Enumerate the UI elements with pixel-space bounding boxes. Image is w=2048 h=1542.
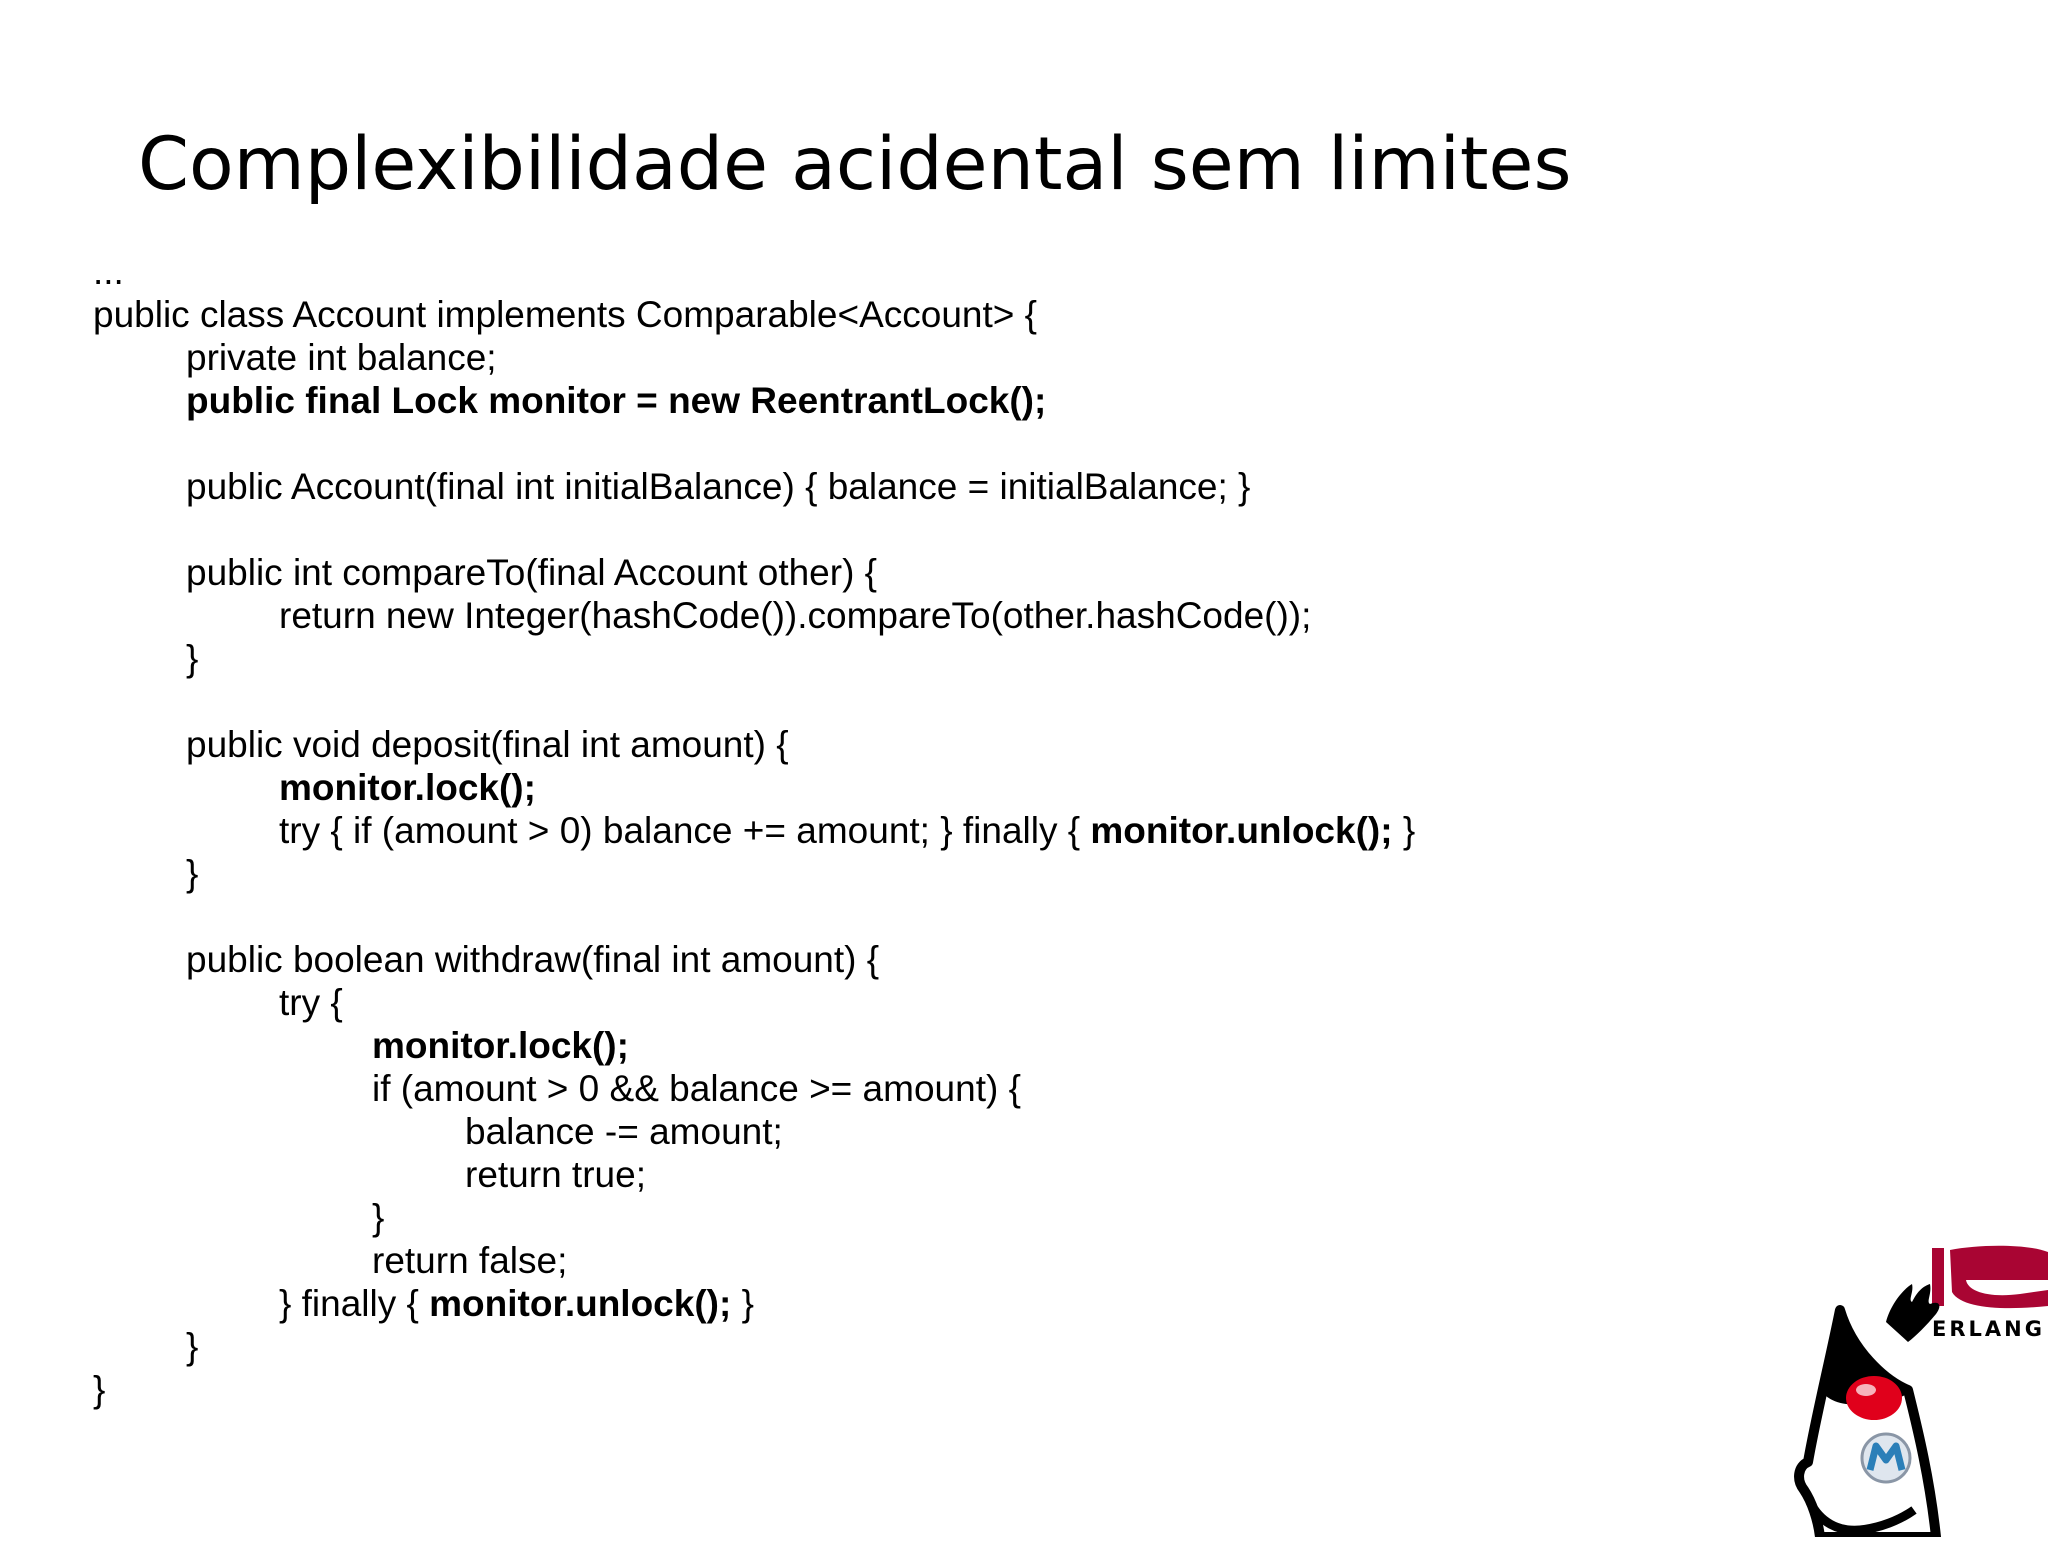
code-line — [93, 637, 1415, 680]
code-line — [93, 250, 1415, 293]
code-blank-line — [93, 680, 1415, 723]
code-text: balance -= amount; — [465, 1111, 783, 1152]
code-text: } — [186, 1326, 199, 1367]
code-line — [93, 336, 1415, 379]
code-line — [93, 379, 1415, 422]
code-emphasis: monitor.lock(); — [279, 767, 536, 808]
code-line — [93, 594, 1415, 637]
code-text: public boolean withdraw(final int amount) { — [186, 939, 880, 980]
code-line — [93, 465, 1415, 508]
code-blank-line — [93, 422, 1415, 465]
code-line — [93, 551, 1415, 594]
code-line — [93, 723, 1415, 766]
code-line — [93, 1153, 1415, 1196]
code-text: } — [186, 638, 199, 679]
code-line — [93, 938, 1415, 981]
erlang-wordmark: ERLANG — [1932, 1317, 2045, 1341]
code-text: } — [93, 1369, 106, 1410]
slide-title: Complexibilidade acidental sem limites — [138, 122, 1572, 207]
duke-nose — [1846, 1376, 1902, 1420]
code-text: } — [372, 1197, 385, 1238]
code-block — [93, 250, 1415, 1411]
code-text: } — [186, 853, 199, 894]
code-text: private int balance; — [186, 337, 497, 378]
code-line — [93, 852, 1415, 895]
code-line — [93, 809, 1415, 852]
code-line — [93, 1325, 1415, 1368]
code-line — [93, 766, 1415, 809]
code-text: public class Account implements Comparable<Account> { — [93, 294, 1038, 335]
code-line — [93, 1110, 1415, 1153]
code-text: return true; — [465, 1154, 646, 1195]
code-line — [93, 1368, 1415, 1411]
code-line — [93, 1196, 1415, 1239]
duke-mascot-icon — [1799, 1284, 1939, 1537]
code-text: if (amount > 0 && balance >= amount) { — [372, 1068, 1021, 1109]
code-text: } finally { — [279, 1283, 430, 1324]
code-text: public int compareTo(final Account other) { — [186, 552, 878, 593]
code-emphasis: monitor.unlock(); — [429, 1283, 732, 1324]
code-blank-line — [93, 895, 1415, 938]
code-emphasis: monitor.lock(); — [372, 1025, 629, 1066]
code-text: public Account(final int initialBalance) { balance = initialBalance; } — [186, 466, 1251, 507]
code-line — [93, 1239, 1415, 1282]
code-text: try { — [279, 982, 343, 1023]
code-line — [93, 981, 1415, 1024]
code-text: } — [1392, 810, 1416, 851]
code-blank-line — [93, 508, 1415, 551]
code-text: try { if (amount > 0) balance += amount; } finally { — [279, 810, 1091, 851]
code-text: ... — [93, 251, 124, 292]
erlang-logo-icon — [1932, 1246, 2048, 1341]
code-text: public void deposit(final int amount) { — [186, 724, 789, 765]
code-line — [93, 1067, 1415, 1110]
code-emphasis: public final Lock monitor = new ReentrantLock(); — [186, 380, 1047, 421]
duke-erlang-logo — [1790, 1240, 2048, 1537]
code-line — [93, 293, 1415, 336]
code-text: return new Integer(hashCode()).compareTo(other.hashCode()); — [279, 595, 1312, 636]
code-emphasis: monitor.unlock(); — [1090, 810, 1393, 851]
logo-area — [1790, 1240, 2048, 1537]
code-line — [93, 1024, 1415, 1067]
code-text: return false; — [372, 1240, 568, 1281]
code-text: } — [731, 1283, 754, 1324]
code-line — [93, 1282, 1415, 1325]
